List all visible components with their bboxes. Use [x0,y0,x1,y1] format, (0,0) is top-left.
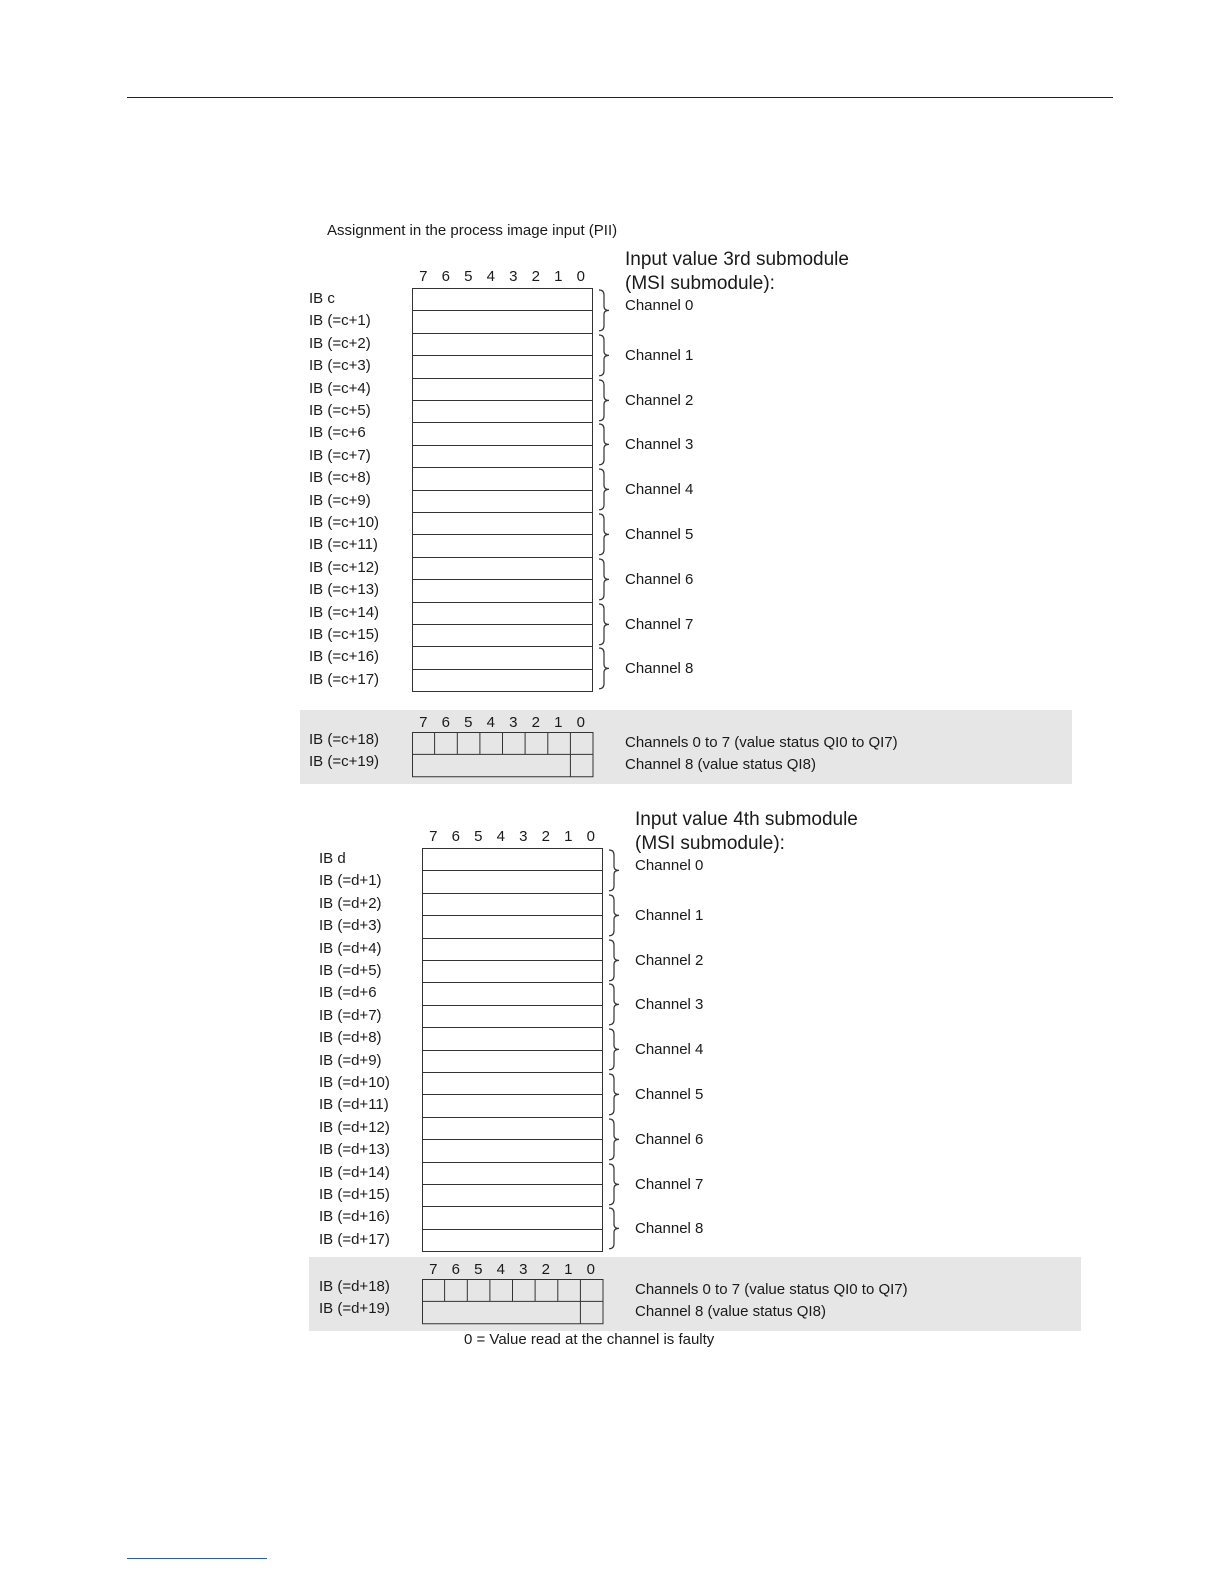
byte-address-label: IB (=c+2) [309,334,371,352]
byte-cell [423,939,602,961]
channel-brace [599,290,613,331]
byte-cell [423,983,602,1005]
brace-path [609,984,619,1025]
byte-address-label: IB (=c+16) [309,648,380,666]
brace-path [599,559,609,600]
channel-label: Channel 1 [625,346,694,364]
bit-label: 5 [464,714,473,731]
byte-cell [413,379,592,401]
byte-address-label: IB (=d+8) [319,1029,382,1047]
byte-grid [422,848,603,1252]
byte-cell [423,961,602,983]
diagram-caption: Assignment in the process image input (PII) [327,222,618,239]
channel-label: Channel 8 [625,660,694,678]
byte-cell [413,334,592,356]
bit-label: 2 [531,714,540,731]
byte-cell [413,468,592,490]
brace-path [599,424,609,465]
status-byte-label: IB (=d+19) [319,1300,390,1318]
section-title-line2: (MSI submodule): [625,273,775,294]
byte-cell [423,1073,602,1095]
bit-label: 0 [586,828,595,845]
status-bit-grid [422,1279,604,1325]
byte-cell [423,849,602,871]
byte-cell [413,513,592,535]
byte-address-label: IB (=c+7) [309,446,371,464]
byte-cell [413,558,592,580]
brace-path [599,469,609,510]
bit-label: 3 [519,828,528,845]
channel-label: Channel 4 [625,481,694,499]
bit-label: 7 [429,1261,438,1278]
byte-address-label: IB (=c+6 [309,424,366,442]
byte-cell [413,423,592,445]
status-description: Channels 0 to 7 (value status QI0 to QI7) [625,734,898,751]
bit-label: 4 [486,268,495,285]
byte-cell [413,535,592,557]
byte-cell [423,1006,602,1028]
byte-cell [423,1185,602,1207]
byte-address-label: IB (=c+9) [309,491,371,509]
brace-path [599,380,609,421]
byte-cell [413,311,592,333]
byte-address-label: IB (=c+4) [309,379,371,397]
byte-address-label: IB (=c+1) [309,312,371,330]
channel-brace [599,424,613,465]
bit-label: 3 [519,1261,528,1278]
bit-label: 6 [451,828,460,845]
bit-label: 2 [541,1261,550,1278]
brace-path [599,290,609,331]
byte-cell [423,871,602,893]
channel-brace [599,469,613,510]
brace-path [609,940,619,981]
status-description: Channel 8 (value status QI8) [635,1303,826,1321]
bit-label: 1 [564,1261,573,1278]
byte-address-label: IB (=c+5) [309,402,371,419]
byte-address-label: IB (=d+3) [319,917,382,935]
byte-address-label: IB (=d+11) [319,1096,389,1114]
bit-label: 5 [474,1261,483,1278]
brace-path [609,1074,619,1115]
brace-path [599,604,609,645]
footer-link-rule [127,1558,267,1559]
bit-label: 5 [474,828,483,845]
bit-label: 4 [496,828,505,845]
byte-cell [423,1095,602,1117]
section-title-line1: Input value 4th submodule [635,809,858,830]
byte-address-label: IB (=c+12) [309,558,380,576]
byte-address-label: IB (=c+10) [309,514,380,531]
byte-cell [413,289,592,311]
status-bit-grid [412,732,594,778]
byte-address-label: IB (=d+2) [319,894,382,912]
byte-cell [423,1140,602,1162]
channel-label: Channel 6 [635,1130,704,1148]
channel-label: Channel 2 [625,391,694,409]
byte-cell [413,356,592,378]
brace-path [609,1119,619,1160]
channel-label: Channel 0 [635,857,704,874]
byte-address-label: IB (=c+14) [309,603,380,621]
byte-address-label: IB (=d+6 [319,984,377,1002]
legend-note: 0 = Value read at the channel is faulty [464,1331,715,1348]
byte-cell [423,1163,602,1185]
byte-address-label: IB (=d+13) [319,1141,390,1159]
bit-label: 7 [419,714,428,731]
channel-brace [609,1164,623,1205]
byte-address-label: IB d [319,850,346,867]
byte-address-label: IB (=d+9) [319,1051,382,1069]
bit-label: 2 [531,268,540,285]
byte-cell [413,603,592,625]
channel-brace [609,940,623,981]
status-grid-lines [413,733,594,777]
channel-brace [609,1074,623,1115]
brace-path [609,895,619,936]
byte-address-label: IB (=d+5) [319,962,382,979]
byte-address-label: IB (=d+12) [319,1118,390,1136]
section-title-line1: Input value 3rd submodule [625,249,849,270]
brace-path [609,1208,619,1249]
channel-label: Channel 0 [625,297,694,314]
byte-address-label: IB (=c+8) [309,469,371,487]
byte-cell [413,670,592,692]
channel-label: Channel 5 [635,1086,704,1103]
section-title-line2: (MSI submodule): [635,833,785,854]
status-description: Channel 8 (value status QI8) [625,756,816,774]
channel-label: Channel 7 [635,1175,704,1193]
channel-brace [599,559,613,600]
bit-label: 7 [429,828,438,845]
byte-address-label: IB (=c+3) [309,357,371,375]
brace-path [609,1164,619,1205]
byte-grid [412,288,593,692]
channel-label: Channel 8 [635,1220,704,1238]
byte-cell [423,1028,602,1050]
channel-brace [599,514,613,555]
channel-brace [599,380,613,421]
byte-address-label: IB (=d+17) [319,1230,390,1248]
brace-path [599,648,609,689]
byte-cell [413,401,592,423]
bit-label: 4 [486,714,495,731]
byte-address-label: IB (=c+17) [309,670,380,688]
channel-brace [599,648,613,689]
bit-label: 6 [441,268,450,285]
brace-path [609,850,619,891]
brace-path [599,514,609,555]
status-grid-lines [423,1280,604,1324]
byte-address-label: IB (=d+1) [319,872,382,890]
bit-label: 6 [441,714,450,731]
channel-brace [609,1029,623,1070]
byte-address-label: IB (=d+7) [319,1006,382,1024]
byte-address-label: IB (=d+14) [319,1163,390,1181]
channel-label: Channel 1 [635,906,704,924]
channel-brace [609,984,623,1025]
channel-label: Channel 7 [625,615,694,633]
byte-cell [423,1051,602,1073]
byte-address-label: IB (=c+11) [309,536,378,554]
byte-address-label: IB (=d+16) [319,1208,390,1226]
byte-address-label: IB c [309,290,335,307]
channel-label: Channel 4 [635,1041,704,1059]
byte-cell [423,894,602,916]
byte-address-label: IB (=c+13) [309,581,380,599]
byte-address-label: IB (=c+15) [309,626,380,643]
status-description: Channels 0 to 7 (value status QI0 to QI7) [635,1281,908,1298]
byte-cell [423,1118,602,1140]
bit-label: 0 [586,1261,595,1278]
bit-label: 3 [509,268,518,285]
bit-label: 0 [576,268,585,285]
byte-cell [413,625,592,647]
status-byte-label: IB (=c+18) [309,731,380,748]
channel-label: Channel 3 [625,436,694,454]
byte-cell [423,1207,602,1229]
header-rule [127,97,1113,98]
channel-label: Channel 2 [635,951,704,969]
channel-label: Channel 5 [625,526,694,543]
bit-label: 7 [419,268,428,285]
byte-cell [423,916,602,938]
section-title [625,248,849,296]
bit-label: 5 [464,268,473,285]
byte-cell [413,580,592,602]
channel-brace [609,850,623,891]
bit-label: 1 [564,828,573,845]
channel-brace [609,895,623,936]
bit-label: 3 [509,714,518,731]
byte-address-label: IB (=d+4) [319,939,382,957]
brace-path [599,335,609,376]
bit-label: 6 [451,1261,460,1278]
byte-address-label: IB (=d+15) [319,1186,390,1203]
byte-cell [413,647,592,669]
channel-brace [599,335,613,376]
byte-cell [423,1230,602,1252]
byte-address-label: IB (=d+10) [319,1074,390,1091]
bit-label: 4 [496,1261,505,1278]
channel-brace [599,604,613,645]
channel-brace [609,1208,623,1249]
status-byte-label: IB (=d+18) [319,1278,390,1295]
byte-cell [413,491,592,513]
channel-label: Channel 6 [625,570,694,588]
status-byte-label: IB (=c+19) [309,753,380,771]
bit-label: 2 [541,828,550,845]
channel-brace [609,1119,623,1160]
byte-cell [413,446,592,468]
bit-label: 0 [576,714,585,731]
bit-label: 1 [554,714,563,731]
bit-label: 1 [554,268,563,285]
brace-path [609,1029,619,1070]
channel-label: Channel 3 [635,996,704,1014]
section-title [635,808,858,856]
